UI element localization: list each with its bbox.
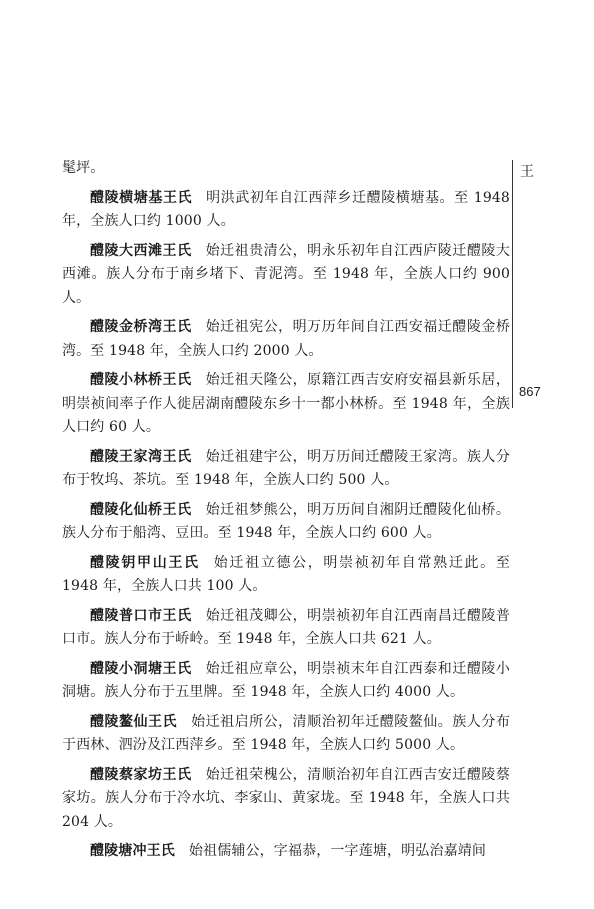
clan-entry-text: 始迁祖荣槐公，清顺治初年自江西吉安迁醴陵蔡家坊。族人分布于冷水坑、李家山、黄家垅。至 1948 年，全族人口共 204 人。 — [62, 766, 510, 830]
clan-entry-name: 醴陵金桥湾王氏 — [90, 319, 192, 335]
clan-entry-text: 始迁祖建宇公，明万历间迁醴陵王家湾。族人分布于牧坞、茶坑。至 1948 年，全族人口约 500 人。 — [62, 448, 510, 488]
clan-entry-name: 醴陵王家湾王氏 — [90, 448, 192, 465]
clan-entry — [62, 316, 510, 363]
clan-entry — [62, 764, 510, 835]
continuation-line: 髦坪。 — [62, 160, 105, 176]
clan-entry-name: 醴陵钥甲山王氏 — [90, 554, 200, 571]
clan-entry-text: 始迁祖启所公，清顺治初年迁醴陵鳌仙。族人分布于西林、泗汾及江西萍乡。至 1948 年，全族人口约 5000 人。 — [62, 713, 510, 753]
clan-entry-text: 始祖儒辅公，字福恭，一字莲塘，明弘治嘉靖间 — [188, 843, 487, 859]
clan-entry-text: 明洪武初年自江西萍乡迁醴陵横塘基。至 1948 年，全族人口约 1000 人。 — [62, 189, 510, 229]
clan-entry-text: 始迁祖天隆公，原籍江西吉安府安福县新乐居，明崇祯间率子作人徙居湖南醴陵东乡十一都小林桥。至 1948 年，全族人口约 60 人。 — [62, 372, 510, 435]
clan-entry-text: 始迁祖茂卿公，明崇祯初年自江西南昌迁醴陵普口市。族人分布于峤岭。至 1948 年，全族人口共 621 人。 — [62, 607, 510, 647]
clan-entry — [62, 552, 510, 599]
clan-entry-name: 醴陵鳌仙王氏 — [90, 713, 178, 730]
page-body — [62, 157, 510, 870]
clan-entry — [62, 446, 510, 493]
running-head: 王 — [520, 164, 534, 180]
clan-entry-name: 醴陵化仙桥王氏 — [90, 501, 192, 518]
margin-rule — [512, 160, 513, 408]
clan-entry-text: 始迁祖应章公，明崇祯末年自江西泰和迁醴陵小洞塘。族人分布于五里牌。至 1948 年，全族人口约 4000 人。 — [62, 660, 510, 700]
clan-entry-name: 醴陵普口市王氏 — [90, 607, 192, 624]
clan-entry-name: 醴陵蔡家坊王氏 — [90, 766, 192, 783]
clan-entry — [62, 499, 510, 546]
clan-entry-name: 醴陵小洞塘王氏 — [90, 660, 192, 677]
clan-entry — [62, 369, 510, 440]
clan-entry — [62, 605, 510, 652]
clan-entry-name: 醴陵小林桥王氏 — [90, 372, 192, 388]
clan-entry-text: 始迁祖宪公，明万历年间自江西安福迁醴陵金桥湾。至 1948 年，全族人口约 2000 人。 — [62, 319, 510, 359]
page-number: 867 — [519, 384, 541, 399]
clan-entry — [62, 187, 510, 234]
clan-entry — [62, 711, 510, 758]
clan-entry-text: 始迁祖梦熊公，明万历间自湘阴迁醴陵化仙桥。族人分布于船湾、豆田。至 1948 年，全族人口约 600 人。 — [62, 501, 510, 541]
clan-entry-name: 醴陵塘冲王氏 — [90, 843, 175, 859]
clan-entry — [62, 240, 510, 311]
clan-entry-text: 始迁祖贵清公，明永乐初年自江西庐陵迁醴陵大西滩。族人分布于南乡堵下、青泥湾。至 1948 年，全族人口约 900 人。 — [62, 242, 510, 306]
clan-entry-text: 始迁祖立德公，明崇祯初年自常熟迁此。至 1948 年，全族人口共 100 人。 — [62, 554, 510, 594]
clan-entry-name: 醴陵大西滩王氏 — [90, 242, 192, 259]
clan-entry — [62, 658, 510, 705]
clan-entry — [62, 840, 510, 864]
clan-entry-name: 醴陵横塘基王氏 — [90, 189, 193, 206]
